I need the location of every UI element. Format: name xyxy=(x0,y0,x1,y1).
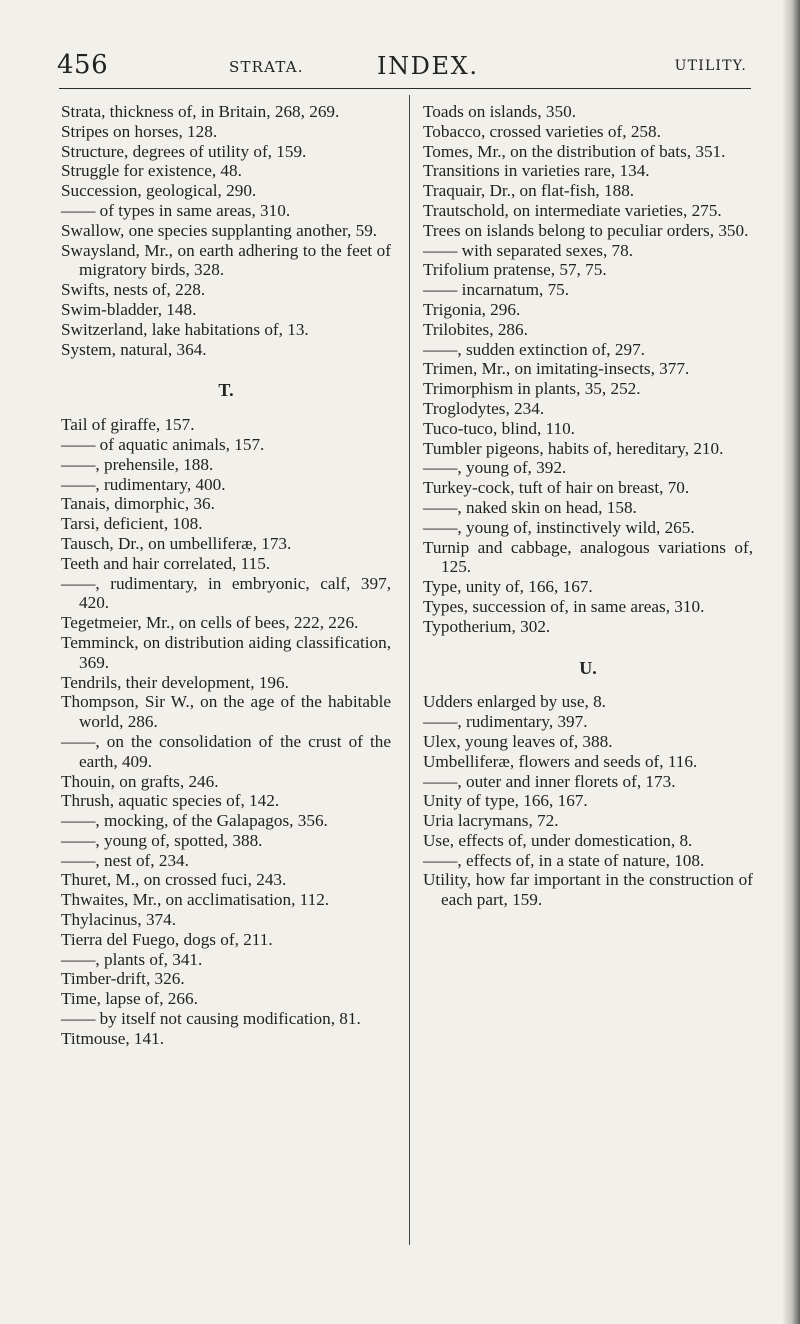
index-entry: Unity of type, 166, 167. xyxy=(423,791,588,811)
index-entry: Tarsi, deficient, 108. xyxy=(61,514,203,534)
index-entry: Tumbler pigeons, habits of, hereditary, 210. xyxy=(423,438,724,458)
index-entry: Temminck, on distribution aiding classification, 369. xyxy=(61,632,391,672)
entries-s xyxy=(61,102,391,359)
index-entry: ——, plants of, 341. xyxy=(61,949,203,969)
index-entry: ——, rudimentary, in embryonic, calf, 397, 420. xyxy=(61,573,391,613)
index-entry: Tegetmeier, Mr., on cells of bees, 222, 226. xyxy=(61,613,359,633)
index-entry: ——, outer and inner florets of, 173. xyxy=(423,771,676,791)
index-entry: —— of types in same areas, 310. xyxy=(61,200,291,220)
index-entry: Types, succession of, in same areas, 310. xyxy=(423,596,705,616)
index-entry: Tendrils, their development, 196. xyxy=(61,672,289,692)
index-entry: ——, sudden extinction of, 297. xyxy=(423,339,645,359)
column-divider xyxy=(409,95,410,1245)
index-entry: Trilobites, 286. xyxy=(423,319,528,339)
index-entry: Thompson, Sir W., on the age of the habitable world, 286. xyxy=(61,692,391,732)
index-entry: Use, effects of, under domestication, 8. xyxy=(423,830,693,850)
index-entry: —— of aquatic animals, 157. xyxy=(61,434,265,454)
index-entry: Titmouse, 141. xyxy=(61,1028,164,1048)
index-entry: Tanais, dimorphic, 36. xyxy=(61,494,215,514)
section-heading-t: T. xyxy=(218,380,234,401)
index-entry: Stripes on horses, 128. xyxy=(61,121,218,141)
index-entry: Switzerland, lake habitations of, 13. xyxy=(61,319,309,339)
index-entry: —— with separated sexes, 78. xyxy=(423,240,634,260)
index-entry: Swim-bladder, 148. xyxy=(61,299,197,319)
header-rule xyxy=(59,88,751,89)
index-entry: Troglodytes, 234. xyxy=(423,398,545,418)
index-entry: Trees on islands belong to peculiar orders, 350. xyxy=(423,220,749,240)
index-entry: Ulex, young leaves of, 388. xyxy=(423,731,613,751)
section-heading-u: U. xyxy=(579,657,597,678)
index-entry: Turnip and cabbage, analogous variations of, 125. xyxy=(423,537,753,577)
index-entry: Swifts, nests of, 228. xyxy=(61,280,206,300)
index-entry: Transitions in varieties rare, 134. xyxy=(423,161,650,181)
index-entry: Trimen, Mr., on imitating-insects, 377. xyxy=(423,359,690,379)
index-entry: Strata, thickness of, in Britain, 268, 269. xyxy=(61,102,340,121)
index-entry: Tobacco, crossed varieties of, 258. xyxy=(423,121,661,141)
index-entry: Struggle for existence, 48. xyxy=(61,161,242,181)
index-entry: Uria lacrymans, 72. xyxy=(423,811,559,831)
index-entry: Trifolium pratense, 57, 75. xyxy=(423,260,607,280)
index-entry: Udders enlarged by use, 8. xyxy=(423,692,606,712)
index-entry: ——, prehensile, 188. xyxy=(61,454,214,474)
index-entry: Umbelliferæ, flowers and seeds of, 116. xyxy=(423,751,698,771)
index-entry: Succession, geological, 290. xyxy=(61,181,257,201)
index-entry: ——, young of, 392. xyxy=(423,458,567,478)
index-entry: Utility, how far important in the construction of each part, 159. xyxy=(423,870,753,910)
index-entry: ——, on the consolidation of the crust of the earth, 409. xyxy=(61,731,391,771)
index-entry: Structure, degrees of utility of, 159. xyxy=(61,141,307,161)
index-entry: Trautschold, on intermediate varieties, 275. xyxy=(423,200,722,220)
index-entry: Tausch, Dr., on umbelliferæ, 173. xyxy=(61,533,292,553)
index-entry: ——, rudimentary, 397. xyxy=(423,712,588,732)
index-entry: Teeth and hair correlated, 115. xyxy=(61,553,271,573)
running-head-title: INDEX. xyxy=(377,52,479,80)
running-header xyxy=(57,48,747,88)
index-entry: ——, young of, instinctively wild, 265. xyxy=(423,517,695,537)
index-entry: Thuret, M., on crossed fuci, 243. xyxy=(61,870,287,890)
index-entry: Tomes, Mr., on the distribution of bats, 351. xyxy=(423,141,726,161)
index-entry: ——, effects of, in a state of nature, 108. xyxy=(423,850,705,870)
index-entry: Tuco-tuco, blind, 110. xyxy=(423,418,575,438)
index-entry: Trimorphism in plants, 35, 252. xyxy=(423,379,641,399)
index-entry: ——, mocking, of the Galapagos, 356. xyxy=(61,811,328,831)
page-number: 456 xyxy=(57,50,109,80)
index-entry: Trigonia, 296. xyxy=(423,299,521,319)
index-entry: Swaysland, Mr., on earth adhering to the feet of migratory birds, 328. xyxy=(61,240,391,280)
running-head-right: UTILITY. xyxy=(674,58,747,74)
index-column-left xyxy=(61,102,391,1049)
index-entry: ——, young of, spotted, 388. xyxy=(61,830,263,850)
index-entry: Time, lapse of, 266. xyxy=(61,989,198,1009)
entries-u xyxy=(423,692,753,910)
index-entry: ——, rudimentary, 400. xyxy=(61,474,226,494)
index-entry: Type, unity of, 166, 167. xyxy=(423,577,593,597)
index-entry: Tierra del Fuego, dogs of, 211. xyxy=(61,929,273,949)
index-entry: Toads on islands, 350. xyxy=(423,102,576,121)
index-entry: Thwaites, Mr., on acclimatisation, 112. xyxy=(61,890,330,910)
index-entry: Timber-drift, 326. xyxy=(61,969,185,989)
page-edge-shadow xyxy=(782,0,800,1324)
index-entry: ——, naked skin on head, 158. xyxy=(423,497,637,517)
entries-t-continued xyxy=(423,102,753,637)
index-entry: —— incarnatum, 75. xyxy=(423,280,570,300)
index-entry: Swallow, one species supplanting another, 59. xyxy=(61,220,378,240)
index-entry: Typotherium, 302. xyxy=(423,616,551,636)
index-entry: Thylacinus, 374. xyxy=(61,910,177,930)
index-entry: System, natural, 364. xyxy=(61,339,207,359)
index-entry: Thrush, aquatic species of, 142. xyxy=(61,791,280,811)
index-entry: —— by itself not causing modification, 81. xyxy=(61,1009,361,1029)
index-entry: ——, nest of, 234. xyxy=(61,850,189,870)
entries-t xyxy=(61,415,391,1049)
running-head-left: STRATA. xyxy=(229,58,304,76)
index-entry: Tail of giraffe, 157. xyxy=(61,415,195,435)
index-column-right xyxy=(423,102,753,910)
index-entry: Turkey-cock, tuft of hair on breast, 70. xyxy=(423,478,690,498)
index-entry: Thouin, on grafts, 246. xyxy=(61,771,219,791)
index-entry: Traquair, Dr., on flat-fish, 188. xyxy=(423,181,635,201)
